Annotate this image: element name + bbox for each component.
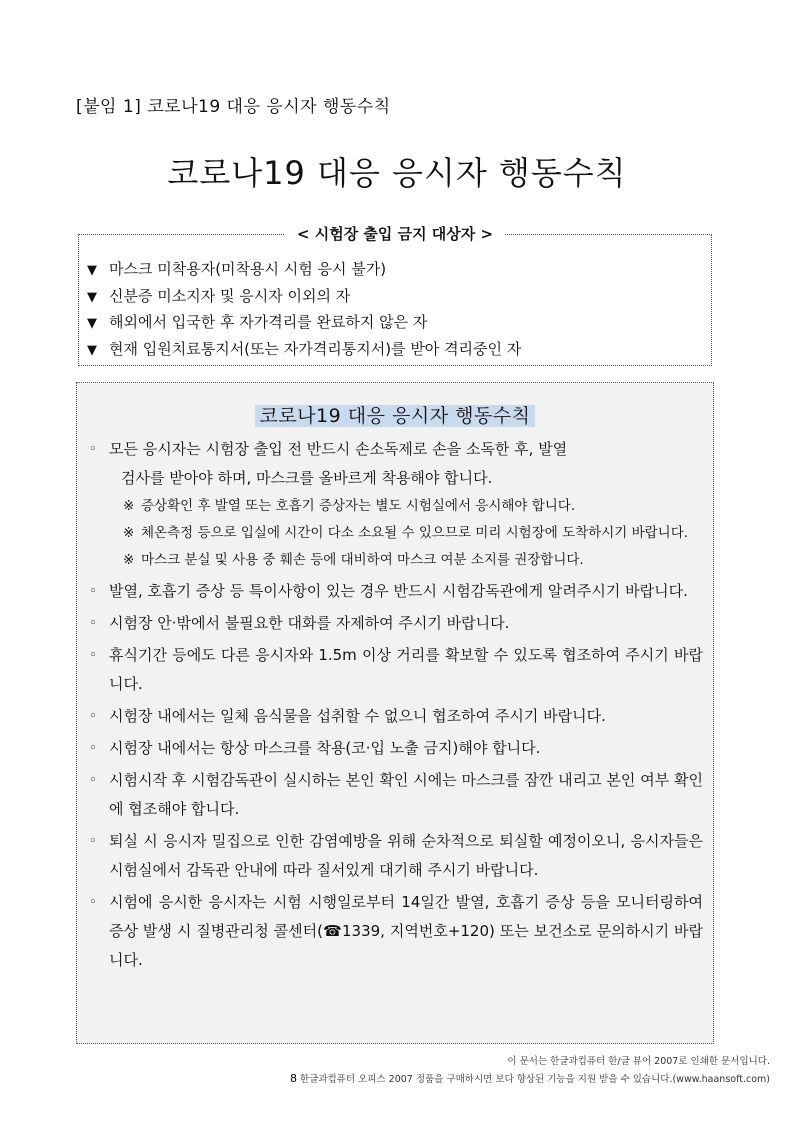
rule-item: ◦ 발열, 호흡기 증상 등 특이사항이 있는 경우 반드시 시험감독관에게 알려주시기 바랍니다. <box>89 577 703 606</box>
prohibited-box <box>78 225 712 366</box>
prohibited-title: < 시험장 출입 금지 대상자 > <box>285 225 505 243</box>
list-item: ▼ 현재 입원치료통지서(또는 자가격리통지서)를 받아 격리중인 자 <box>87 337 521 364</box>
bullet-icon: ◦ <box>89 773 97 788</box>
bullet-icon: ◦ <box>89 648 97 663</box>
bullet-icon: ◦ <box>89 895 97 910</box>
viewer-promo-notice: 8 한글과컴퓨터 오피스 2007 정품을 구매하시면 보다 향상된 기능을 지원 받을 수 있습니다.(www.haansoft.com) <box>290 1072 770 1085</box>
attachment-label: [붙임 1] 코로나19 대응 응시자 행동수칙 <box>76 97 391 117</box>
rule-item: ◦ 휴식기간 등에도 다른 응시자와 1.5m 이상 거리를 확보할 수 있도록 협조하여 주시기 바랍니다. <box>89 641 703 699</box>
triangle-down-icon: ▼ <box>87 316 97 331</box>
bullet-icon: ◦ <box>89 442 97 457</box>
page-title: 코로나19 대응 응시자 행동수칙 <box>167 154 627 192</box>
reference-mark-icon: ※ <box>123 525 135 541</box>
reference-mark-icon: ※ <box>123 498 135 514</box>
note-item: ※ 증상확인 후 발열 또는 호흡기 증상자는 별도 시험실에서 응시해야 합니다. <box>109 493 703 520</box>
page-number: 8 <box>290 1072 297 1085</box>
reference-mark-icon: ※ <box>123 552 135 568</box>
viewer-print-notice: 이 문서는 한글과컴퓨터 한/글 뷰어 2007로 인쇄한 문서입니다. <box>507 1056 770 1067</box>
rule-item: ◦ 시험장 안·밖에서 불필요한 대화를 자제하여 주시기 바랍니다. <box>89 609 703 638</box>
conduct-title: 코로나19 대응 응시자 행동수칙 <box>255 405 534 427</box>
rule-item: ◦ 시험시작 후 시험감독관이 실시하는 본인 확인 시에는 마스크를 잠깐 내리고 본인 여부 확인에 협조해야 합니다. <box>89 766 703 824</box>
note-item: ※ 마스크 분실 및 사용 중 훼손 등에 대비하여 마스크 여분 소지를 권장합니다. <box>109 547 703 574</box>
conduct-box <box>76 382 714 1044</box>
triangle-down-icon: ▼ <box>87 342 97 358</box>
bullet-icon: ◦ <box>89 709 97 724</box>
prohibited-list <box>87 257 521 363</box>
list-item: ▼ 해외에서 입국한 후 자가격리를 완료하지 않은 자 <box>87 310 521 337</box>
rule-item: ◦ 시험장 내에서는 일체 음식물을 섭취할 수 없으니 협조하여 주시기 바랍니다. <box>89 702 703 731</box>
rules-list <box>89 435 703 978</box>
bullet-icon: ◦ <box>89 584 97 599</box>
rule-item: ◦ 모든 응시자는 시험장 출입 전 반드시 손소독제로 손을 소독한 후, 발열 검사를 받아야 하며, 마스크를 올바르게 착용해야 합니다. ※ 증상확인 후 발열 또는 호흡기 증상자는 별도 시험실에서 응시해야 합니다. ※ 체온측정 등으로 입실에 시간이 다소 소요될 수 있으므로 미리 시험장에 도착하시기 바랍니다. ※ 마스크 분실 및 사용 중 훼손 등에 대비하여 마스크 여분 소지를 권장합니다. <box>89 435 703 574</box>
notes-list <box>109 493 703 574</box>
bullet-icon: ◦ <box>89 616 97 631</box>
rule-item: ◦ 퇴실 시 응시자 밀집으로 인한 감염예방을 위해 순차적으로 퇴실할 예정이오니, 응시자들은 시험실에서 감독관 안내에 따라 질서있게 대기해 주시기 바랍니다. <box>89 827 703 885</box>
bullet-icon: ◦ <box>89 834 97 849</box>
list-item: ▼ 마스크 미착용자(미착용시 시험 응시 불가) <box>87 257 521 284</box>
rule-item: ◦ 시험에 응시한 응시자는 시험 시행일로부터 14일간 발열, 호흡기 증상 등을 모니터링하여 증상 발생 시 질병관리청 콜센터(☎1339, 지역번호+120) 또는 보건소로 문의하시기 바랍니다. <box>89 888 703 975</box>
list-item: ▼ 신분증 미소지자 및 응시자 이외의 자 <box>87 284 521 311</box>
bullet-icon: ◦ <box>89 741 97 756</box>
rule-item: ◦ 시험장 내에서는 항상 마스크를 착용(코·입 노출 금지)해야 합니다. <box>89 734 703 763</box>
note-item: ※ 체온측정 등으로 입실에 시간이 다소 소요될 수 있으므로 미리 시험장에 도착하시기 바랍니다. <box>109 520 703 547</box>
triangle-down-icon: ▼ <box>87 263 97 278</box>
triangle-down-icon: ▼ <box>87 289 97 305</box>
